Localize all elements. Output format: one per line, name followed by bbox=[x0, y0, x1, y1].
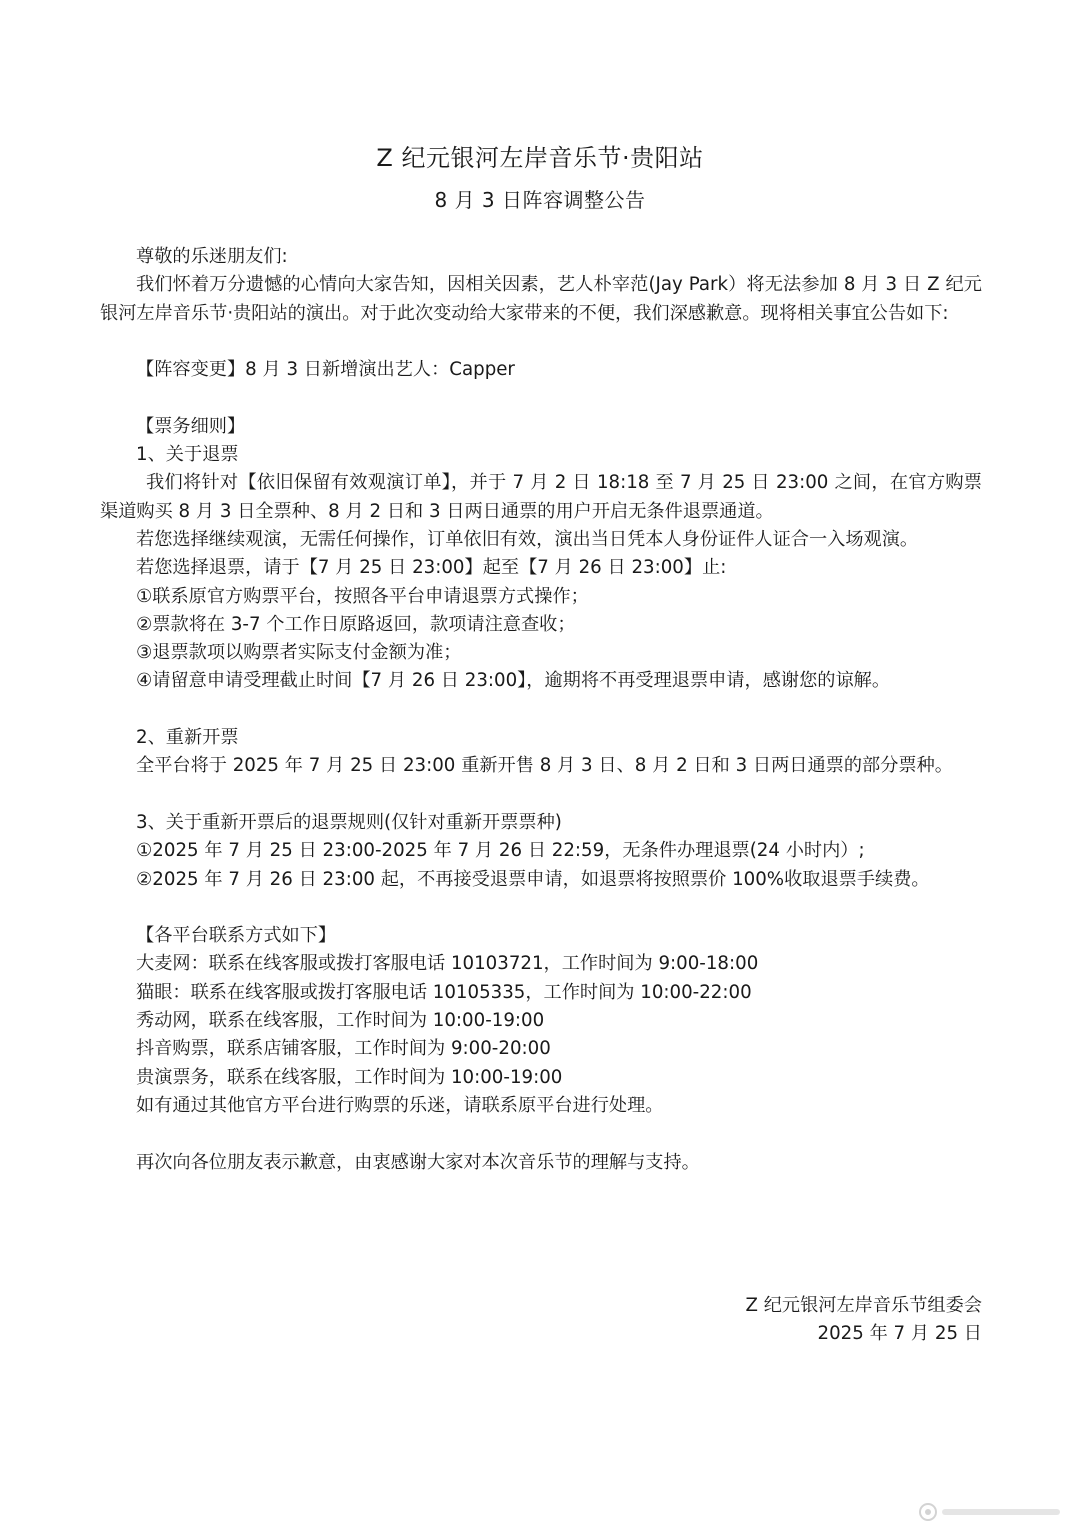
contact-item: 秀动网，联系在线客服，工作时间为 10:00-19:00 bbox=[136, 1010, 545, 1032]
refund-item: ④请留意申请受理截止时间【7 月 26 日 23:00】，逾期将不再受理退票申请，感谢您的谅解。 bbox=[136, 670, 891, 692]
spacer bbox=[100, 894, 982, 922]
refund-item: ②票款将在 3-7 个工作日原路返回，款项请注意查收； bbox=[136, 613, 576, 635]
closing-text: 再次向各位朋友表示歉意，由衷感谢大家对本次音乐节的理解与支持。 bbox=[136, 1151, 700, 1173]
announcement-subtitle: 8 月 3 日阵容调整公告 bbox=[434, 188, 646, 212]
refund-paragraph-3: 若您选择退票，请于【7 月 25 日 23:00】起至【7 月 26 日 23:00】止: bbox=[136, 557, 727, 579]
intro-paragraph: 我们怀着万分遗憾的心情向大家告知，因相关因素，艺人朴宰范(Jay Park）将无法参加 8 月 3 日 Z 纪元银河左岸音乐节·贵阳站的演出。对于此次变动给大家带来的不便，我们深感歉意。现将相关事宜公告如下: bbox=[100, 274, 982, 324]
ticket-rules-heading: 【票务细则】 bbox=[136, 415, 246, 437]
refund-paragraph-1: 我们将针对【依旧保留有效观演订单】，并于 7 月 2 日 18:18 至 7 月 25 日 23:00 之间，在官方购票渠道购买 8 月 3 日全票种、8 月 2 日和 3 日两日通票的用户开启无条件退票通道。 bbox=[100, 472, 982, 522]
contacts-heading: 【各平台联系方式如下】 bbox=[136, 925, 337, 947]
spacer bbox=[100, 1120, 982, 1148]
contact-item: 大麦网：联系在线客服或拨打客服电话 10103721，工作时间为 9:00-18:00 bbox=[136, 953, 759, 975]
resale-refund-heading: 3、关于重新开票后的退票规则(仅针对重新开票票种) bbox=[136, 811, 562, 833]
resale-refund-item: ①2025 年 7 月 25 日 23:00-2025 年 7 月 26 日 22:59，无条件办理退票(24 小时内）; bbox=[136, 840, 865, 862]
spacer bbox=[100, 781, 982, 809]
lineup-change: 【阵容变更】8 月 3 日新增演出艺人：Capper bbox=[136, 359, 515, 381]
contact-item: 抖音购票，联系店铺客服，工作时间为 9:00-20:00 bbox=[136, 1038, 551, 1060]
refund-item: ①联系原官方购票平台，按照各平台申请退票方式操作； bbox=[136, 585, 589, 607]
announcement-body bbox=[100, 243, 982, 1177]
resale-refund-item: ②2025 年 7 月 26 日 23:00 起，不再接受退票申请，如退票将按照票价 100%收取退票手续费。 bbox=[136, 868, 930, 890]
refund-paragraph-2: 若您选择继续观演，无需任何操作，订单依旧有效，演出当日凭本人身份证件人证合一入场观演。 bbox=[136, 528, 919, 550]
spacer bbox=[100, 696, 982, 724]
resale-text: 全平台将于 2025 年 7 月 25 日 23:00 重新开售 8 月 3 日、8 月 2 日和 3 日两日通票的部分票种。 bbox=[136, 755, 953, 777]
announcement-title: Z 纪元银河左岸音乐节·贵阳站 bbox=[376, 144, 704, 172]
signature-block bbox=[746, 1292, 983, 1349]
spacer bbox=[100, 328, 982, 356]
watermark-logo bbox=[918, 1501, 1068, 1523]
greeting: 尊敬的乐迷朋友们: bbox=[136, 246, 288, 267]
refund-item: ③退票款项以购票者实际支付金额为准； bbox=[136, 642, 462, 664]
signature-date: 2025 年 7 月 25 日 bbox=[817, 1323, 982, 1345]
contact-item: 猫眼：联系在线客服或拨打客服电话 10105335，工作时间为 10:00-22:00 bbox=[136, 981, 752, 1003]
contact-item: 贵演票务，联系在线客服，工作时间为 10:00-19:00 bbox=[136, 1066, 563, 1088]
refund-heading: 1、关于退票 bbox=[136, 444, 239, 466]
signature-org: Z 纪元银河左岸音乐节组委会 bbox=[745, 1295, 982, 1316]
spacer bbox=[100, 384, 982, 412]
resale-heading: 2、重新开票 bbox=[136, 727, 239, 749]
contact-item: 如有通过其他官方平台进行购票的乐迷，请联系原平台进行处理。 bbox=[136, 1094, 664, 1116]
